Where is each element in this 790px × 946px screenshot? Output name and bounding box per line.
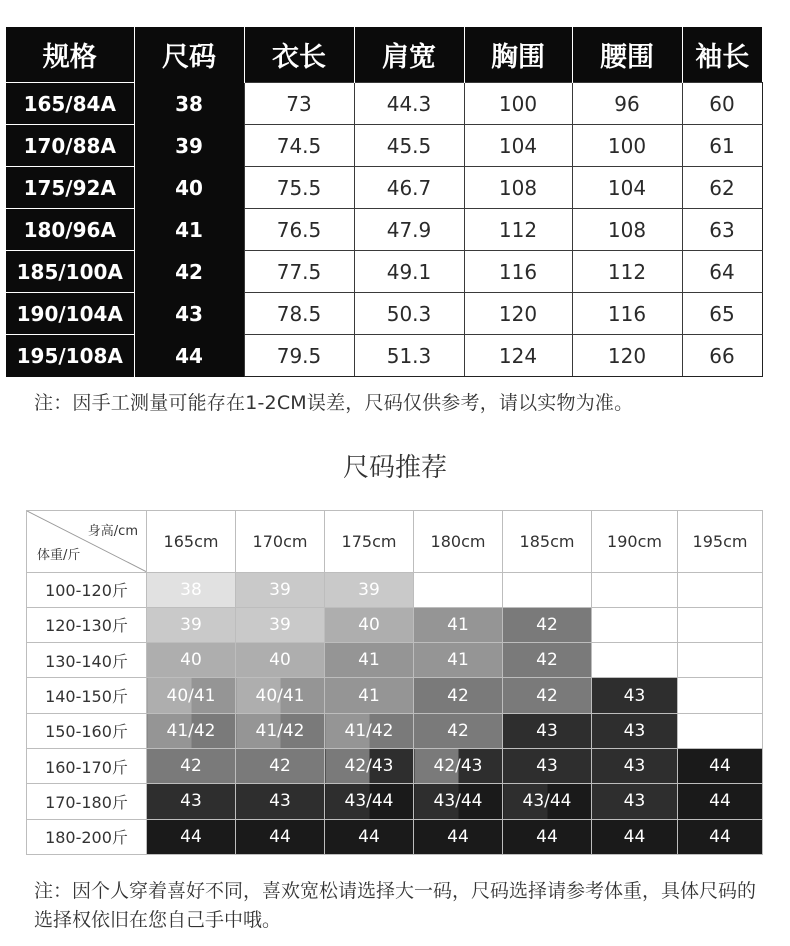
measurement-cell: 45.5 <box>354 125 464 167</box>
spec-cell: 170/88A <box>6 125 134 167</box>
recommended-size-cell: 42 <box>414 713 503 748</box>
recommended-size-cell: 42 <box>147 749 236 784</box>
recommended-size-cell: 41 <box>325 678 414 713</box>
size-cell: 41 <box>134 209 244 251</box>
recommended-size-cell: 44 <box>592 819 678 854</box>
recommended-size-cell: 44 <box>236 819 325 854</box>
measurement-cell: 76.5 <box>244 209 354 251</box>
recommended-size-cell: 43 <box>592 784 678 819</box>
recommended-size-cell: 43/44 <box>325 784 414 819</box>
size-chart-header-cell: 尺码 <box>134 27 244 83</box>
weight-range-cell: 170-180斤 <box>27 784 147 819</box>
recommended-size-cell <box>678 678 763 713</box>
measurement-cell: 62 <box>682 167 762 209</box>
recommended-size-cell: 43 <box>147 784 236 819</box>
recommended-size-cell: 44 <box>503 819 592 854</box>
measurement-cell: 60 <box>682 83 762 125</box>
size-cell: 39 <box>134 125 244 167</box>
measurement-cell: 108 <box>572 209 682 251</box>
recommended-size-cell: 43 <box>592 749 678 784</box>
recommended-size-cell: 40 <box>236 643 325 678</box>
weight-range-cell: 160-170斤 <box>27 749 147 784</box>
measurement-cell: 100 <box>464 83 572 125</box>
measurement-note: 注：因手工测量可能存在1-2CM误差，尺码仅供参考，请以实物为准。 <box>34 392 634 414</box>
recommended-size-cell <box>678 713 763 748</box>
recommended-size-cell: 42 <box>503 643 592 678</box>
measurement-cell: 44.3 <box>354 83 464 125</box>
spec-cell: 180/96A <box>6 209 134 251</box>
size-cell: 44 <box>134 335 244 377</box>
size-cell: 40 <box>134 167 244 209</box>
recommend-row <box>27 784 763 819</box>
measurement-cell: 100 <box>572 125 682 167</box>
weight-range-cell: 150-160斤 <box>27 713 147 748</box>
measurement-cell: 51.3 <box>354 335 464 377</box>
spec-cell: 195/108A <box>6 335 134 377</box>
recommended-size-cell: 43/44 <box>503 784 592 819</box>
recommended-size-cell: 44 <box>147 819 236 854</box>
recommended-size-cell <box>678 607 763 642</box>
measurement-cell: 50.3 <box>354 293 464 335</box>
height-header-cell: 195cm <box>678 511 763 573</box>
recommend-row <box>27 607 763 642</box>
recommended-size-cell: 42 <box>414 678 503 713</box>
recommended-size-cell: 41 <box>414 643 503 678</box>
recommended-size-cell: 40 <box>325 607 414 642</box>
recommended-size-cell: 41/42 <box>325 713 414 748</box>
recommended-size-cell: 42/43 <box>325 749 414 784</box>
measurement-cell: 124 <box>464 335 572 377</box>
recommended-size-cell: 39 <box>236 572 325 607</box>
size-chart-table <box>6 27 763 377</box>
recommend-row <box>27 713 763 748</box>
recommended-size-cell <box>678 572 763 607</box>
size-chart-header-row <box>6 27 762 83</box>
height-header-cell: 170cm <box>236 511 325 573</box>
recommended-size-cell: 42 <box>503 607 592 642</box>
recommend-header-row <box>27 511 763 573</box>
recommend-row <box>27 749 763 784</box>
recommend-row <box>27 819 763 854</box>
recommended-size-cell <box>678 643 763 678</box>
recommend-note: 注：因个人穿着喜好不同，喜欢宽松请选择大一码，尺码选择请参考体重，具体尺码的选择权依旧在您自己手中哦。 <box>34 880 757 931</box>
spec-cell: 185/100A <box>6 251 134 293</box>
size-recommend-table <box>26 510 763 855</box>
measurement-cell: 112 <box>464 209 572 251</box>
weight-range-cell: 120-130斤 <box>27 607 147 642</box>
recommended-size-cell <box>592 643 678 678</box>
size-chart-row <box>6 293 762 335</box>
measurement-cell: 77.5 <box>244 251 354 293</box>
recommended-size-cell: 42/43 <box>414 749 503 784</box>
height-header-cell: 190cm <box>592 511 678 573</box>
recommended-size-cell: 41 <box>325 643 414 678</box>
spec-cell: 165/84A <box>6 83 134 125</box>
recommended-size-cell: 41/42 <box>147 713 236 748</box>
recommend-row <box>27 643 763 678</box>
size-chart-header-cell: 规格 <box>6 27 134 83</box>
measurement-cell: 79.5 <box>244 335 354 377</box>
measurement-cell: 112 <box>572 251 682 293</box>
size-chart-row <box>6 83 762 125</box>
measurement-cell: 46.7 <box>354 167 464 209</box>
spec-cell: 190/104A <box>6 293 134 335</box>
measurement-cell: 49.1 <box>354 251 464 293</box>
size-chart-header-cell: 肩宽 <box>354 27 464 83</box>
measurement-cell: 61 <box>682 125 762 167</box>
recommended-size-cell: 44 <box>414 819 503 854</box>
size-cell: 43 <box>134 293 244 335</box>
recommended-size-cell: 40/41 <box>236 678 325 713</box>
weight-range-cell: 130-140斤 <box>27 643 147 678</box>
recommended-size-cell <box>503 572 592 607</box>
recommended-size-cell: 39 <box>325 572 414 607</box>
recommended-size-cell: 40/41 <box>147 678 236 713</box>
height-header-cell: 175cm <box>325 511 414 573</box>
recommended-size-cell: 41/42 <box>236 713 325 748</box>
height-header-cell: 180cm <box>414 511 503 573</box>
size-chart-row <box>6 209 762 251</box>
measurement-cell: 65 <box>682 293 762 335</box>
recommended-size-cell: 38 <box>147 572 236 607</box>
corner-weight-label: 体重/斤 <box>37 547 81 563</box>
measurement-cell: 78.5 <box>244 293 354 335</box>
height-header-cell: 165cm <box>147 511 236 573</box>
size-recommend-title: 尺码推荐 <box>342 453 447 483</box>
recommended-size-cell: 44 <box>325 819 414 854</box>
measurement-cell: 66 <box>682 335 762 377</box>
weight-range-cell: 140-150斤 <box>27 678 147 713</box>
size-chart-header-cell: 胸围 <box>464 27 572 83</box>
measurement-cell: 120 <box>572 335 682 377</box>
measurement-cell: 47.9 <box>354 209 464 251</box>
recommended-size-cell: 44 <box>678 749 763 784</box>
recommended-size-cell: 44 <box>678 784 763 819</box>
recommended-size-cell: 42 <box>236 749 325 784</box>
recommended-size-cell: 44 <box>678 819 763 854</box>
recommended-size-cell: 43/44 <box>414 784 503 819</box>
corner-cell <box>27 511 147 573</box>
recommended-size-cell: 43 <box>503 749 592 784</box>
recommended-size-cell <box>592 572 678 607</box>
size-cell: 42 <box>134 251 244 293</box>
size-chart-header-cell: 袖长 <box>682 27 762 83</box>
size-chart-row <box>6 335 762 377</box>
measurement-cell: 73 <box>244 83 354 125</box>
weight-range-cell: 100-120斤 <box>27 572 147 607</box>
size-cell: 38 <box>134 83 244 125</box>
measurement-cell: 104 <box>572 167 682 209</box>
corner-height-label: 身高/cm <box>87 524 138 539</box>
recommended-size-cell: 41 <box>414 607 503 642</box>
size-chart-header-cell: 腰围 <box>572 27 682 83</box>
measurement-cell: 63 <box>682 209 762 251</box>
measurement-cell: 108 <box>464 167 572 209</box>
measurement-cell: 116 <box>572 293 682 335</box>
measurement-cell: 75.5 <box>244 167 354 209</box>
measurement-cell: 104 <box>464 125 572 167</box>
size-chart-header-cell: 衣长 <box>244 27 354 83</box>
measurement-cell: 64 <box>682 251 762 293</box>
recommended-size-cell: 40 <box>147 643 236 678</box>
measurement-cell: 116 <box>464 251 572 293</box>
size-chart-row <box>6 251 762 293</box>
height-header-cell: 185cm <box>503 511 592 573</box>
recommended-size-cell <box>592 607 678 642</box>
weight-range-cell: 180-200斤 <box>27 819 147 854</box>
measurement-cell: 120 <box>464 293 572 335</box>
recommended-size-cell: 39 <box>147 607 236 642</box>
spec-cell: 175/92A <box>6 167 134 209</box>
recommended-size-cell <box>414 572 503 607</box>
recommended-size-cell: 43 <box>503 713 592 748</box>
recommended-size-cell: 39 <box>236 607 325 642</box>
recommended-size-cell: 43 <box>236 784 325 819</box>
size-chart-row <box>6 167 762 209</box>
recommend-row <box>27 572 763 607</box>
size-chart-row <box>6 125 762 167</box>
size-chart-body <box>6 83 762 377</box>
recommended-size-cell: 43 <box>592 713 678 748</box>
recommended-size-cell: 42 <box>503 678 592 713</box>
recommended-size-cell: 43 <box>592 678 678 713</box>
recommend-row <box>27 678 763 713</box>
measurement-cell: 74.5 <box>244 125 354 167</box>
measurement-cell: 96 <box>572 83 682 125</box>
